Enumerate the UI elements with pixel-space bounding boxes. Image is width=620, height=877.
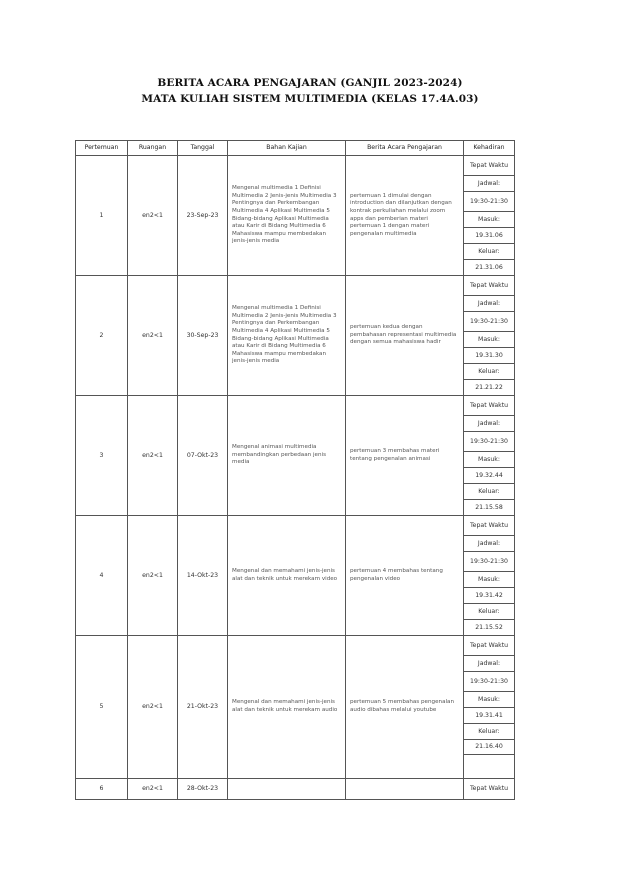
cell-tanggal: 23-Sep-23 — [178, 156, 228, 276]
cell-berita-acara: pertemuan 4 membahas tentang pengenalan video — [346, 516, 464, 636]
cell-pertemuan: 2 — [76, 276, 128, 396]
check-in-label: Masuk: — [464, 212, 514, 228]
table-row — [76, 396, 515, 516]
schedule-value: 19:30-21:30 — [464, 672, 514, 692]
cell-tanggal: 14-Okt-23 — [178, 516, 228, 636]
cell-kehadiran — [464, 779, 515, 800]
table-row — [76, 276, 515, 396]
check-out-label: Keluar: — [464, 364, 514, 380]
cell-tanggal: 30-Sep-23 — [178, 276, 228, 396]
attendance-status: Tepat Waktu — [464, 276, 514, 296]
cell-berita-acara: pertemuan kedua dengan pembahasan representasi multimedia dengan semua mahasiswa hadir — [346, 276, 464, 396]
cell-bahan-kajian: Mengenal animasi multimedia membandingkan perbedaan jenis media — [228, 396, 346, 516]
attendance-status: Tepat Waktu — [464, 396, 514, 416]
document-title: BERITA ACARA PENGAJARAN (GANJIL 2023-2024) — [157, 77, 463, 89]
check-in-value: 19.31.30 — [464, 348, 514, 364]
header-bahan-kajian: Bahan Kajian — [228, 141, 346, 156]
check-out-value: 21.16.40 — [464, 740, 514, 755]
check-in-value: 19.31.41 — [464, 708, 514, 724]
table-header-row — [76, 141, 515, 156]
cell-kehadiran — [464, 396, 515, 516]
cell-kehadiran — [464, 516, 515, 636]
table-row — [76, 636, 515, 779]
check-in-value: 19.32.44 — [464, 468, 514, 484]
cell-berita-acara: pertemuan 5 membahas pengenalan audio dibahas melalui youtube — [346, 636, 464, 779]
cell-pertemuan: 5 — [76, 636, 128, 779]
header-tanggal: Tanggal — [178, 141, 228, 156]
cell-bahan-kajian: Mengenal multimedia 1 Definisi Multimedia 2 Jenis-jenis Multimedia 3 Pentingnya dan Perkembangan Multimedia 4 Aplikasi Multimedia 5 Bidang-bidang Aplikasi Multimedia atau Karir di Bidang Multimedia 6 Mahasiswa mampu membedakan jenis-jenis media — [228, 276, 346, 396]
schedule-label: Jadwal: — [464, 296, 514, 312]
check-in-label: Masuk: — [464, 572, 514, 588]
schedule-value: 19:30-21:30 — [464, 432, 514, 452]
attendance-status: Tepat Waktu — [464, 636, 514, 656]
check-out-value: 21.31.06 — [475, 263, 503, 271]
cell-kehadiran — [464, 636, 515, 779]
cell-pertemuan: 3 — [76, 396, 128, 516]
cell-berita-acara: pertemuan 3 membahas materi tentang pengenalan animasi — [346, 396, 464, 516]
header-ruangan: Ruangan — [128, 141, 178, 156]
cell-bahan-kajian — [228, 779, 346, 800]
attendance-status: Tepat Waktu — [464, 156, 514, 176]
check-in-value: 19.31.06 — [464, 228, 514, 244]
cell-kehadiran — [464, 156, 515, 276]
schedule-label: Jadwal: — [464, 536, 514, 552]
check-out-value: 21.15.58 — [475, 503, 503, 511]
schedule-label: Jadwal: — [464, 176, 514, 192]
attendance-status: Tepat Waktu — [469, 785, 509, 793]
header-pertemuan: Pertemuan — [76, 141, 128, 156]
check-out-label: Keluar: — [464, 484, 514, 500]
schedule-value: 19:30-21:30 — [464, 552, 514, 572]
cell-bahan-kajian: Mengenal dan memahami jenis-jenis alat dan teknik untuk merekam audio — [228, 636, 346, 779]
table-row — [76, 156, 515, 276]
cell-ruangan: en2<1 — [128, 396, 178, 516]
cell-kehadiran — [464, 276, 515, 396]
document-subtitle: MATA KULIAH SISTEM MULTIMEDIA (KELAS 17.4A.03) — [141, 93, 479, 105]
cell-ruangan: en2<1 — [128, 156, 178, 276]
check-out-value: 21.15.52 — [475, 623, 503, 631]
check-in-label: Masuk: — [464, 332, 514, 348]
cell-ruangan: en2<1 — [128, 516, 178, 636]
table-row — [76, 516, 515, 636]
check-in-label: Masuk: — [464, 692, 514, 708]
cell-berita-acara — [346, 779, 464, 800]
cell-bahan-kajian: Mengenal multimedia 1 Definisi Multimedia 2 Jenis-jenis Multimedia 3 Pentingnya dan Perkembangan Multimedia 4 Aplikasi Multimedia 5 Bidang-bidang Aplikasi Multimedia atau Karir di Bidang Multimedia 6 Mahasiswa mampu membedakan jenis-jenis media — [228, 156, 346, 276]
attendance-status: Tepat Waktu — [464, 516, 514, 536]
header-berita-acara: Berita Acara Pengajaran — [346, 141, 464, 156]
cell-ruangan: en2<1 — [128, 276, 178, 396]
cell-bahan-kajian: Mengenal dan memahami jenis-jenis alat dan teknik untuk merekam video — [228, 516, 346, 636]
cell-ruangan: en2<1 — [128, 779, 178, 800]
cell-pertemuan: 4 — [76, 516, 128, 636]
cell-pertemuan: 6 — [76, 779, 128, 800]
schedule-label: Jadwal: — [464, 656, 514, 672]
cell-tanggal: 28-Okt-23 — [178, 779, 228, 800]
cell-pertemuan: 1 — [76, 156, 128, 276]
teaching-log-table — [75, 140, 515, 800]
check-out-label: Keluar: — [464, 244, 514, 260]
cell-tanggal: 07-Okt-23 — [178, 396, 228, 516]
schedule-label: Jadwal: — [464, 416, 514, 432]
check-out-label: Keluar: — [464, 604, 514, 620]
schedule-value: 19:30-21:30 — [464, 192, 514, 212]
cell-ruangan: en2<1 — [128, 636, 178, 779]
cell-tanggal: 21-Okt-23 — [178, 636, 228, 779]
cell-berita-acara: pertemuan 1 dimulai dengan introduction dan dilanjutkan dengan kontrak perkuliahan melalui zoom apps dan pemberian materi pertemuan 1 dengan materi pengenalan multimedia — [346, 156, 464, 276]
check-out-value: 21.21.22 — [475, 383, 503, 391]
check-out-label: Keluar: — [464, 724, 514, 740]
schedule-value: 19:30-21:30 — [464, 312, 514, 332]
check-in-value: 19.31.42 — [464, 588, 514, 604]
header-kehadiran: Kehadiran — [464, 141, 515, 156]
table-row — [76, 779, 515, 800]
check-in-label: Masuk: — [464, 452, 514, 468]
